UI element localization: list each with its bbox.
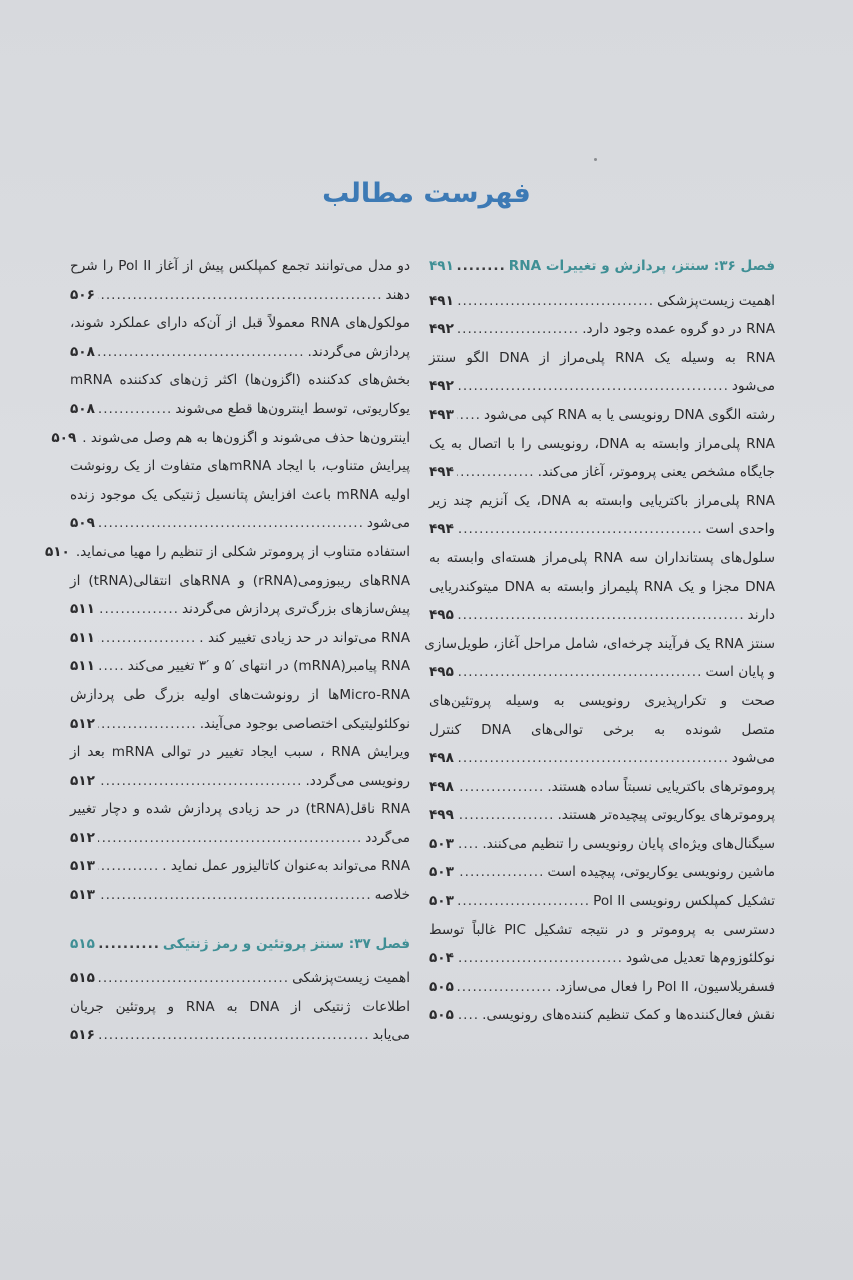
toc-page-number: ۵۰۸ xyxy=(70,343,95,360)
toc-entry[interactable] xyxy=(70,452,410,538)
toc-entry-text: می‌گردد xyxy=(365,829,410,846)
toc-entry-text: RNA در دو گروه عمده وجود دارد. xyxy=(582,321,775,338)
toc-entry-text: RNA پلی‌مراز باکتریایی وابسته به DNA، یک آنزیم چند زیر xyxy=(429,492,775,509)
toc-entry-line xyxy=(429,744,775,773)
toc-page-number: ۵۰۸ xyxy=(70,400,95,417)
toc-entry-text: می‌شود xyxy=(366,515,410,532)
toc-page-number: ۵۱۳ xyxy=(70,858,95,875)
toc-entry-text: اولیه mRNA باعث افزایش پتانسیل ژنتیکی یک موجود زنده xyxy=(70,486,410,503)
toc-entry[interactable] xyxy=(429,487,775,544)
toc-entry-line xyxy=(70,767,410,796)
toc-entry-line xyxy=(429,287,775,316)
toc-entry[interactable] xyxy=(70,366,410,423)
toc-entry-line xyxy=(70,681,410,710)
toc-entry-line xyxy=(429,716,775,745)
toc-entry-line xyxy=(70,993,410,1022)
toc-entry-text: رونویسی می‌گردد. xyxy=(305,772,410,789)
toc-page-number: ۴۹۲ xyxy=(429,378,454,395)
toc-entry-text: RNA می‌تواند در حد زیادی تغییر کند . xyxy=(199,629,410,646)
toc-page-number: ۵۰۹ xyxy=(51,429,77,446)
toc-entry-text: دو مدل می‌توانند تجمع کمپلکس پیش از آغاز Pol II را شرح xyxy=(70,258,410,274)
toc-entry-line xyxy=(429,544,775,573)
toc-entry-text: نوکلئولیتیکی اختصاصی بوجود می‌آیند. xyxy=(199,715,410,732)
toc-entry-text: متصل شونده به برخی توالی‌های DNA کنترل xyxy=(429,721,776,738)
dot-leader xyxy=(98,281,383,310)
dot-leader xyxy=(457,658,703,687)
toc-entry-line xyxy=(429,1001,775,1030)
toc-entry-line xyxy=(70,930,410,959)
dot-leader xyxy=(98,881,372,910)
toc-page-number: ۴۹۲ xyxy=(429,321,454,338)
toc-entry[interactable] xyxy=(429,344,775,401)
toc-page-number: ۴۹۴ xyxy=(429,521,454,538)
toc-entry-text: یوکاریوتی، توسط اینترون‌ها قطع می‌شوند xyxy=(175,400,410,417)
toc-entry-text: ویرایش RNA ، سبب ایجاد تغییر در توالی mRNA بعد از xyxy=(70,744,410,761)
toc-entry[interactable] xyxy=(70,681,410,738)
toc-entry[interactable] xyxy=(70,624,410,653)
dot-leader xyxy=(98,852,159,881)
toc-entry[interactable] xyxy=(429,858,775,887)
toc-page-number: ۴۹۹ xyxy=(429,807,454,824)
dot-leader xyxy=(457,252,506,281)
dot-leader xyxy=(457,801,555,830)
toc-entry-line xyxy=(70,710,410,739)
toc-entry-line xyxy=(70,964,410,993)
toc-entry[interactable] xyxy=(429,544,775,630)
toc-entry-text: تشکیل کمپلکس رونویسی Pol II xyxy=(593,893,775,910)
toc-entry-line xyxy=(429,372,775,401)
toc-entry-text: فصل ۳۶: سنتز، پردازش و تغییرات RNA xyxy=(508,258,775,274)
toc-entry-line xyxy=(429,858,775,887)
toc-entry-line xyxy=(70,1021,410,1050)
dot-leader xyxy=(457,315,579,344)
toc-page-number: ۵۱۶ xyxy=(70,1027,95,1044)
toc-entry-text: جایگاه مشخص یعنی پروموتر، آغاز می‌کند. xyxy=(537,464,775,481)
dot-leader xyxy=(98,710,197,739)
toc-entry-line xyxy=(429,687,775,716)
dot-leader xyxy=(457,372,729,401)
toc-entry-line xyxy=(429,773,775,802)
toc-entry-line xyxy=(70,252,410,281)
toc-page-number: ۵۱۰ xyxy=(44,543,70,560)
toc-entry-line xyxy=(429,515,775,544)
toc-entry-text: استفاده متناوب از پروموتر شکلی از تنظیم را مهیا می‌نماید. xyxy=(75,543,410,560)
toc-page-number: ۵۱۵ xyxy=(70,970,95,987)
toc-entry[interactable] xyxy=(70,852,410,881)
dot-leader xyxy=(98,595,179,624)
toc-entry-text: RNA به وسیله یک RNA پلی‌مراز از DNA الگو سنتز xyxy=(429,349,776,366)
toc-entry-text: RNA پیامبر(mRNA) در انتهای ′۵ و ′۳ تغییر می‌کند xyxy=(127,658,410,675)
dot-leader xyxy=(457,458,535,487)
page-title: فهرست مطالب xyxy=(322,178,531,209)
toc-entry-text: صحت و تکرارپذیری رونویسی به وسیله پروتئین‌های xyxy=(429,692,775,709)
dot-leader xyxy=(457,601,745,630)
toc-entry-text: می‌شود xyxy=(731,378,775,395)
toc-entry-line xyxy=(429,344,775,373)
dot-leader xyxy=(98,509,364,538)
toc-page-number: ۵۱۱ xyxy=(70,658,95,675)
toc-entry-line xyxy=(70,395,410,424)
toc-page-number: ۵۰۵ xyxy=(429,978,454,995)
toc-entry-text: پروموترهای باکتریایی نسبتاً ساده هستند. xyxy=(547,778,775,795)
toc-entry[interactable] xyxy=(429,687,775,773)
toc-entry[interactable] xyxy=(429,430,775,487)
toc-page-number: ۵۰۳ xyxy=(429,893,454,910)
toc-entry-line xyxy=(429,830,775,859)
toc-entry-text: RNA ناقل(tRNA) در حد زیادی پردازش شده و دچار تغییر xyxy=(70,801,411,818)
toc-page-number: ۵۰۶ xyxy=(70,286,95,303)
toc-page-number: ۴۹۸ xyxy=(429,750,454,767)
dot-leader xyxy=(98,395,172,424)
toc-entry-line xyxy=(429,944,775,973)
dot-leader xyxy=(457,744,729,773)
toc-entry-line xyxy=(70,281,410,310)
toc-entry-line xyxy=(429,430,775,459)
dot-leader xyxy=(98,652,125,681)
toc-entry-line xyxy=(70,338,410,367)
toc-entry-text: نوکلئوزوم‌ها تعدیل می‌شود xyxy=(625,950,775,967)
toc-entry-text: بخش‌های کدکننده (اگزون‌ها) اکثر ژن‌های کدکننده mRNA xyxy=(70,372,410,389)
dot-leader xyxy=(457,1001,479,1030)
toc-entry-text: DNA مجزا و یک RNA پلیمراز وابسته به DNA میتوکندریایی xyxy=(429,578,775,595)
toc-entry-line xyxy=(429,458,775,487)
toc-page-number: ۴۹۵ xyxy=(429,607,454,624)
dot-leader xyxy=(98,930,160,959)
toc-entry[interactable] xyxy=(429,315,775,344)
toc-entry-text: RNAهای ریبوزومی(rRNA) و RNAهای انتقالی(tRNA) از xyxy=(70,572,411,589)
dot-leader xyxy=(457,287,654,316)
toc-entry[interactable] xyxy=(429,973,775,1002)
dot-leader xyxy=(457,515,703,544)
toc-page-number: ۵۰۳ xyxy=(429,835,454,852)
toc-entry-text: اهمیت زیست‌پزشکی xyxy=(292,970,410,987)
toc-entry-text: پیرایش متناوب، با ایجاد mRNAهای متفاوت از یک رونوشت xyxy=(70,458,410,475)
dot-leader xyxy=(98,824,362,853)
toc-entry-text: پیش‌سازهای بزرگ‌تری پردازش می‌گردند xyxy=(182,601,410,618)
toc-entry[interactable] xyxy=(429,887,775,916)
toc-page-number: ۵۱۱ xyxy=(70,601,95,618)
toc-entry-line xyxy=(70,481,410,510)
toc-entry-line xyxy=(429,601,775,630)
toc-page-number: ۵۱۱ xyxy=(70,629,95,646)
toc-page-number: ۵۱۵ xyxy=(70,935,95,952)
toc-entry-text: سنتز RNA یک فرآیند چرخه‌ای، شامل مراحل آغاز، طویل‌سازی xyxy=(424,635,775,652)
dot-leader xyxy=(457,401,481,430)
toc-entry-line xyxy=(429,487,775,516)
toc-entry-text: و پایان است xyxy=(705,664,775,681)
toc-entry[interactable] xyxy=(70,652,410,681)
toc-page-number: ۴۹۸ xyxy=(429,778,454,795)
toc-entry-line xyxy=(51,424,410,453)
toc-page-number: ۵۱۳ xyxy=(70,887,95,904)
toc-entry-text: فصل ۳۷: سنتز پروتئین و رمز ژنتیکی xyxy=(162,935,410,952)
toc-entry-text: سیگنال‌های ویژه‌ای پایان رونویسی را تنظیم می‌کنند. xyxy=(482,835,775,852)
toc-page-number: ۵۰۴ xyxy=(429,950,454,967)
toc-entry-line xyxy=(424,630,775,659)
toc-entry-line xyxy=(70,509,410,538)
toc-entry-line xyxy=(429,573,775,602)
toc-entry-line xyxy=(429,658,775,687)
toc-entry[interactable] xyxy=(429,801,775,830)
toc-page-number: ۵۰۵ xyxy=(429,1007,454,1024)
dot-leader xyxy=(98,1021,370,1050)
toc-entry-line xyxy=(70,881,410,910)
dot-leader xyxy=(457,773,544,802)
toc-entry-text: واحدی است xyxy=(705,521,775,538)
toc-entry[interactable] xyxy=(70,738,410,795)
toc-entry[interactable] xyxy=(70,795,410,852)
toc-entry-text: RNA می‌تواند به‌عنوان کاتالیزور عمل نماید . xyxy=(162,858,410,875)
toc-entry-text: مولکول‌های RNA معمولاً قبل از آن‌که دارای عملکرد شوند، xyxy=(70,315,411,332)
toc-entry-text: RNA پلی‌مراز وابسته به DNA، رونویسی را با اتصال به یک xyxy=(429,435,775,452)
toc-column-left xyxy=(44,252,411,1050)
toc-entry-line xyxy=(429,801,775,830)
toc-page-number: ۵۱۲ xyxy=(70,715,95,732)
toc-entry-text: اینترون‌ها حذف می‌شوند و اگزون‌ها به هم وصل می‌شوند . xyxy=(82,429,410,446)
dot-leader xyxy=(98,767,303,796)
dot-leader xyxy=(457,830,479,859)
toc-entry-line xyxy=(429,401,775,430)
toc-entry-line xyxy=(429,916,775,945)
toc-entry-line xyxy=(70,795,410,824)
toc-entry-text: نقش فعال‌کننده‌ها و کمک تنظیم کننده‌های رونویسی. xyxy=(482,1007,775,1024)
toc-entry-text: پروموترهای یوکاریوتی پیچیده‌تر هستند. xyxy=(557,807,775,824)
toc-entry-text: پردازش می‌گردند. xyxy=(307,343,410,360)
toc-entry-line xyxy=(70,309,410,338)
toc-entry-text: Micro-RNAها از رونوشت‌های اولیه بزرگ طی پردازش xyxy=(70,686,410,703)
toc-entry-text: دهند xyxy=(385,286,410,303)
toc-entry-text: دسترسی به پروموتر و در نتیجه تشکیل PIC غالباً توسط xyxy=(429,921,775,938)
toc-entry-line xyxy=(429,887,775,916)
toc-entry-text: می‌شود xyxy=(731,750,775,767)
dot-leader xyxy=(98,624,196,653)
toc-entry-line xyxy=(429,315,775,344)
toc-entry-text: فسفریلاسیون، Pol II را فعال می‌سازد. xyxy=(555,978,775,995)
dot-leader xyxy=(457,858,545,887)
toc-entry-text: رشته الگوی DNA رونویسی یا به RNA کپی می‌شود xyxy=(483,406,775,423)
toc-chapter-heading[interactable] xyxy=(429,252,775,281)
toc-entry[interactable] xyxy=(429,401,775,430)
toc-entry[interactable] xyxy=(51,424,410,453)
toc-column-right xyxy=(424,252,776,1030)
dot-leader xyxy=(457,944,623,973)
toc-page-number: ۴۹۴ xyxy=(429,464,454,481)
dot-leader xyxy=(98,338,305,367)
toc-entry[interactable] xyxy=(429,773,775,802)
toc-page-number: ۵۰۳ xyxy=(429,864,454,881)
toc-page-number: ۴۹۵ xyxy=(429,664,454,681)
toc-entry[interactable] xyxy=(429,287,775,316)
toc-entry-line xyxy=(70,567,410,596)
toc-entry[interactable] xyxy=(429,1001,775,1030)
toc-entry-text: سلول‌های پستانداران سه RNA پلی‌مراز هسته‌ای وابسته به xyxy=(429,549,775,566)
toc-page-number: ۵۱۲ xyxy=(70,772,95,789)
toc-page-number: ۵۱۲ xyxy=(70,829,95,846)
toc-entry-line xyxy=(70,824,410,853)
toc-entry[interactable] xyxy=(70,993,410,1050)
toc-entry-text: خلاصه xyxy=(374,887,410,904)
toc-entry[interactable] xyxy=(429,916,775,973)
toc-entry-line xyxy=(44,538,410,567)
dot-leader xyxy=(457,887,590,916)
page-speck xyxy=(594,158,597,161)
toc-entry-line xyxy=(70,652,410,681)
toc-entry[interactable] xyxy=(70,881,410,910)
toc-entry-text: اهمیت زیست‌پزشکی xyxy=(657,292,775,309)
toc-entry-line xyxy=(70,595,410,624)
toc-entry-text: دارند xyxy=(747,607,775,624)
toc-entry-line xyxy=(429,252,775,281)
toc-entry-text: ماشین رونویسی یوکاریوتی، پیچیده است xyxy=(547,864,775,881)
toc-chapter-heading[interactable] xyxy=(70,930,410,959)
toc-entry-text: می‌یابد xyxy=(372,1027,410,1044)
toc-entry-line xyxy=(70,452,410,481)
toc-entry-text: اطلاعات ژنتیکی از DNA به RNA و پروتئین جریان xyxy=(70,998,410,1015)
toc-entry[interactable] xyxy=(70,309,410,366)
toc-entry-line xyxy=(70,366,410,395)
toc-page-number: ۴۹۱ xyxy=(429,292,454,309)
toc-page-number: ۵۰۹ xyxy=(70,515,95,532)
dot-leader xyxy=(98,964,289,993)
toc-entry[interactable] xyxy=(70,252,410,309)
dot-leader xyxy=(457,973,552,1002)
toc-page-number: ۴۹۳ xyxy=(429,406,454,423)
toc-entry[interactable] xyxy=(44,538,410,567)
toc-entry[interactable] xyxy=(429,830,775,859)
toc-entry-line xyxy=(70,738,410,767)
toc-entry[interactable] xyxy=(70,567,410,624)
toc-entry-line xyxy=(429,973,775,1002)
toc-entry-line xyxy=(70,624,410,653)
toc-entry-line xyxy=(70,852,410,881)
toc-entry[interactable] xyxy=(424,630,775,687)
toc-page-number: ۴۹۱ xyxy=(429,258,454,274)
toc-entry[interactable] xyxy=(70,964,410,993)
